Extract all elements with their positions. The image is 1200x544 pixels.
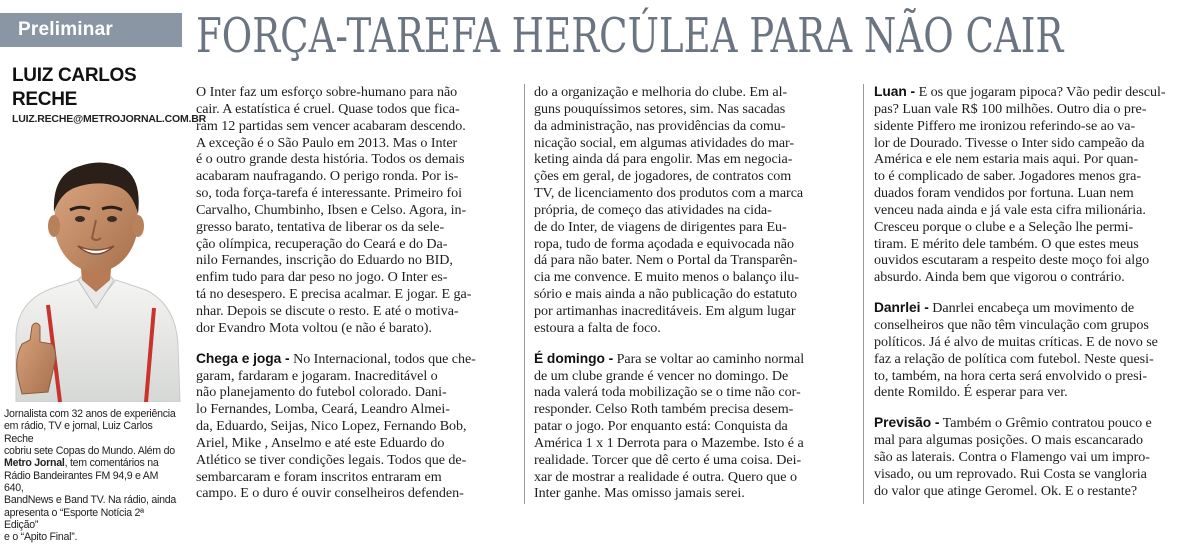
text-line: lo Fernandes, Lomba, Ceará, Leandro Almei- bbox=[196, 401, 450, 418]
section-first-line bbox=[534, 351, 852, 368]
text-line: América 1 x 1 Derrota para o Mazembe. Isto é a bbox=[534, 434, 804, 451]
text-line: visado, ou um reprovado. Rui Costa se vangloria bbox=[874, 465, 1147, 482]
text-line: lor de Dourado. Tivesse o Inter sido campeão da bbox=[874, 134, 1145, 151]
text-line: Cresceu porque o clube e a Seleção lhe permi- bbox=[874, 218, 1134, 235]
text-line: nilo Fernandes, inscrição do Eduardo no BID, bbox=[196, 252, 453, 269]
column-divider bbox=[524, 84, 525, 504]
text-line: guns pouquíssimos setores, sim. Nas sacadas bbox=[534, 100, 786, 117]
text-line: são as laterais. Contra o Flamengo vai um impro- bbox=[874, 448, 1150, 465]
text-run: No Internacional, todos que che- bbox=[289, 350, 476, 367]
bio-line: apresenta o “Esporte Notícia 2ª Edição” bbox=[4, 506, 144, 532]
text-line: da administração, nas providências da comu- bbox=[534, 117, 786, 134]
text-line: Carvalho, Chumbinho, Ibsen e Celso. Agora, in- bbox=[196, 201, 467, 218]
text-line: acabaram naufragando. O perigo ronda. Por is- bbox=[196, 168, 459, 185]
text-line: responder. Celso Roth também precisa desem- bbox=[534, 401, 794, 418]
section-first-line bbox=[874, 300, 1192, 317]
text-line: ções em geral, de jogadores, de contratos com bbox=[534, 168, 792, 185]
text-line: conselheiros que não têm vinculação com grupos bbox=[874, 316, 1149, 333]
text-line: gresso barato, tentativa de liberar os da sele- bbox=[196, 218, 445, 235]
text-line: TV, de licenciamento dos produtos com a marca bbox=[534, 185, 804, 202]
text-line: mal para algumas posições. O mais escancarado bbox=[874, 432, 1143, 449]
text-line: xar de mostrar a realidade é outra. Quero que o bbox=[534, 468, 797, 485]
text-line: estoura a falta de foco. bbox=[534, 319, 661, 336]
author-bio bbox=[4, 408, 180, 544]
text-line: ram 12 partidas sem vencer acabaram descendo. bbox=[196, 117, 466, 134]
text-line: ropa, tudo de forma açodada e equivocada não bbox=[534, 235, 794, 252]
text-line: Ariel, Mike , Anselmo e até este Eduardo do bbox=[196, 434, 445, 451]
text-line: to é complicado de saber. Jogadores menos gra- bbox=[874, 168, 1141, 185]
text-line: nada valerá toda mobilização se o time não cor- bbox=[534, 384, 801, 401]
text-line: cia me convence. E muito menos o balanço ilu- bbox=[534, 269, 800, 286]
text-line: absurdo. Ainda bem que vigorou o contrário. bbox=[874, 269, 1125, 286]
text-line: própria, de começo das atividades na cida- bbox=[534, 201, 772, 218]
column-divider bbox=[863, 84, 864, 504]
author-photo bbox=[8, 130, 184, 402]
bio-line: Jornalista com 32 anos de experiência bbox=[4, 408, 176, 420]
text-run: Para se voltar ao caminho normal bbox=[613, 350, 805, 367]
text-line: faz a relação de política com futebol. Neste quesi- bbox=[874, 350, 1154, 367]
author-name-line1: LUIZ CARLOS bbox=[12, 65, 137, 86]
text-line: do valor que atinge Geromel. Ok. E o restante? bbox=[874, 482, 1138, 499]
section-kicker: Previsão - bbox=[874, 415, 940, 431]
text-line: venceu nada ainda e já vale esta cifra milionária. bbox=[874, 201, 1146, 218]
text-line: nhar. Depois se discute o resto. E até o motiva- bbox=[196, 302, 459, 319]
bio-line: e o “Apito Final”. bbox=[4, 531, 78, 544]
text-line: O Inter faz um esforço sobre-humano para não bbox=[196, 84, 458, 100]
text-line: so, toda força-tarefa é interessante. Primeiro foi bbox=[196, 185, 462, 202]
text-line: América e ele nem estaria mais aqui. Por quan- bbox=[874, 151, 1139, 168]
section-first-line bbox=[196, 351, 514, 368]
text-line: políticos. Já é alvo de muitas críticas. E de novo se bbox=[874, 333, 1158, 350]
text-line: sidente Piffero me ironizou referindo-se ao va- bbox=[874, 117, 1136, 134]
text-line: ção olímpica, recuperação do Ceará e do Da- bbox=[196, 235, 448, 252]
text-line: cair. A estatística é cruel. Quase todos que fica- bbox=[196, 100, 460, 117]
text-line: nicação social, em algumas atividades do mar- bbox=[534, 134, 795, 151]
text-line: Atlético se tiver condições legais. Todos que de- bbox=[196, 451, 467, 468]
text-line: pas? Luan vale R$ 100 milhões. Outro dia o pre- bbox=[874, 100, 1147, 117]
text-run: E os que jogaram pipoca? Vão pedir descul- bbox=[915, 84, 1166, 100]
text-line: por artimanhas inacreditáveis. Em algum lugar bbox=[534, 302, 796, 319]
article-column-3 bbox=[874, 84, 1192, 499]
section-kicker: Chega e joga - bbox=[196, 350, 290, 366]
text-line: realidade. Torcer que dê certo é uma coisa. Dei- bbox=[534, 451, 802, 468]
text-line: da, Eduardo, Seijas, Nico Lopez, Fernando Bob, bbox=[196, 418, 467, 435]
bio-line: cobriu sete Copas do Mundo. Além do bbox=[4, 445, 175, 458]
text-line: enfim tudo para dar peso no jogo. O Inter es- bbox=[196, 269, 448, 286]
bio-line: Rádio Bandeirantes FM 94,9 e AM 640, bbox=[4, 469, 159, 495]
text-line: Inter ganhe. Mas omisso jamais serei. bbox=[534, 485, 745, 502]
text-run: Danrlei encabeça um movimento de bbox=[928, 300, 1135, 317]
text-line: é o outro grande desta história. Todos os demais bbox=[196, 151, 465, 168]
text-line: não planejamento do futebol colorado. Dani- bbox=[196, 384, 447, 401]
columnist-sidebar bbox=[0, 0, 207, 544]
bio-line: Metro Jornal, tem comentários na bbox=[4, 457, 159, 470]
text-line: de do Inter, de viagens de dirigentes para Eu- bbox=[534, 218, 787, 235]
text-line: patar o jogo. Por enquanto está: Conquista da bbox=[534, 418, 788, 435]
text-line: garam, fardaram e jogaram. Inacreditável o bbox=[196, 367, 438, 384]
text-line: dente Romildo. É esperar para ver. bbox=[874, 384, 1068, 401]
text-line: de um clube grande é vencer no domingo. De bbox=[534, 367, 789, 384]
author-name-line2: RECHE bbox=[12, 89, 78, 110]
text-line: sembarcaram e foram inscritos entraram em bbox=[196, 468, 442, 485]
text-line: tá no desespero. E precisa acalmar. E jogar. E ga- bbox=[196, 286, 472, 303]
article-column-1 bbox=[196, 84, 514, 502]
text-line: campo. E o duro é ouvir conselheiros defenden- bbox=[196, 485, 464, 502]
section-kicker: Luan - bbox=[874, 84, 916, 99]
text-line: dá para não bater. Nem o Portal da Transparên- bbox=[534, 252, 798, 269]
article-headline: FORÇA-TAREFA HERCÚLEA PARA NÃO CAIR bbox=[196, 8, 1064, 64]
author-email: LUIZ.RECHE@METROJORNAL.COM.BR bbox=[12, 113, 207, 125]
section-first-line bbox=[874, 84, 1192, 101]
text-line: do a organização e melhoria do clube. Em al- bbox=[534, 84, 788, 100]
text-line: to, também, na hora certa será envolvido o presi- bbox=[874, 367, 1148, 384]
text-line: sório e mais ainda a não publicação do estatuto bbox=[534, 286, 797, 303]
article-column-2 bbox=[534, 84, 852, 502]
bio-line: BandNews e Band TV. Na rádio, ainda bbox=[4, 494, 177, 507]
section-first-line bbox=[874, 415, 1192, 432]
section-kicker: É domingo - bbox=[534, 350, 614, 366]
text-line: keting ainda dá para engolir. Mas em negocia- bbox=[534, 151, 793, 168]
author-name bbox=[12, 64, 136, 112]
section-tag: Preliminar bbox=[18, 19, 113, 40]
text-line: dor Evandro Mota voltou (e não é barato). bbox=[196, 319, 432, 336]
text-line: duados foram vendidos por fortuna. Luan nem bbox=[874, 185, 1134, 202]
text-run: Também o Grêmio contratou pouco e bbox=[939, 415, 1152, 432]
bio-line: em rádio, TV e jornal, Luiz Carlos Reche bbox=[4, 420, 153, 445]
section-kicker: Danrlei - bbox=[874, 300, 929, 316]
text-line: ouvidos escutaram a respeito deste moço foi algo bbox=[874, 252, 1150, 269]
text-line: tiram. E mérito dele também. O que estes meus bbox=[874, 235, 1139, 252]
text-line: A exceção é o São Paulo em 2013. Mas o Inter bbox=[196, 134, 458, 151]
